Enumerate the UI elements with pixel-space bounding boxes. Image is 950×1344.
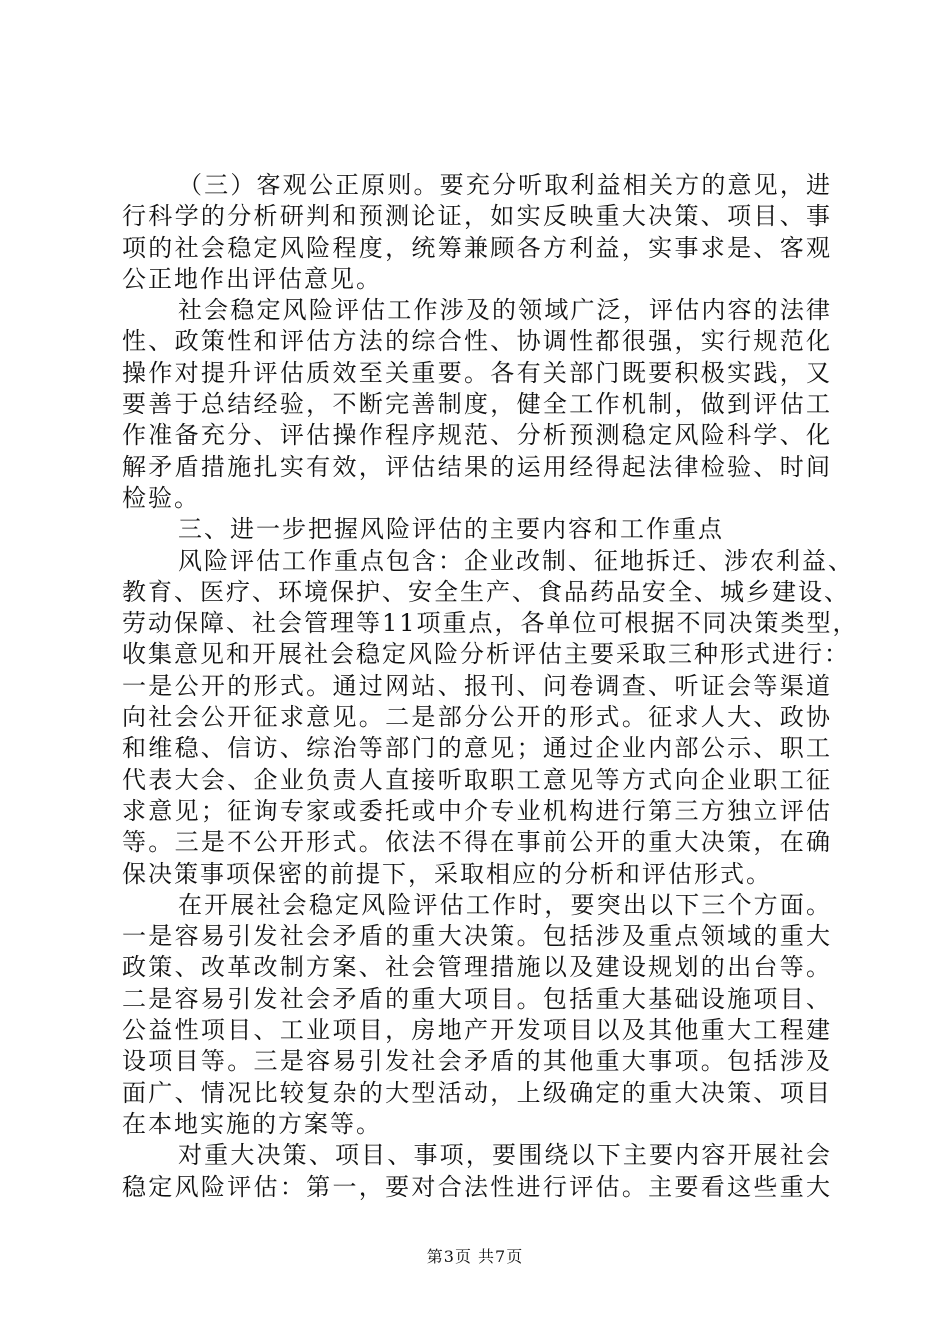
text-line: 对重大决策、项目、事项，要围绕以下主要内容开展社会 (178, 1141, 832, 1170)
text-line: 行科学的分析研判和预测论证，如实反映重大决策、项目、事 (122, 202, 832, 231)
text-line: 二是容易引发社会矛盾的重大项目。包括重大基础设施项目、 (122, 984, 832, 1013)
text-line: 教育、医疗、环境保护、安全生产、食品药品安全、城乡建设、 (122, 577, 850, 606)
text-line: 在本地实施的方案等。 (122, 1109, 382, 1138)
text-line: 收集意见和开展社会稳定风险分析评估主要采取三种形式进行： (122, 640, 850, 669)
paragraph (122, 1140, 832, 1203)
text-line: 求意见；征询专家或委托或中介专业机构进行第三方独立评估 (122, 796, 832, 825)
text-line: 性、政策性和评估方法的综合性、协调性都很强，实行规范化 (122, 327, 832, 356)
paragraph (122, 546, 859, 890)
text-line: 风险评估工作重点包含：企业改制、征地拆迁、涉农利益、 (178, 546, 854, 575)
text-line: （三）客观公正原则。要充分听取利益相关方的意见，进 (178, 171, 832, 199)
text-line: 公益性项目、工业项目，房地产开发项目以及其他重大工程建 (122, 1016, 832, 1045)
text-line: 等。三是不公开形式。依法不得在事前公开的重大决策，在确 (122, 828, 832, 857)
text-line: 操作对提升评估质效至关重要。各有关部门既要积极实践，又 (122, 358, 832, 387)
text-line: 面广、情况比较复杂的大型活动，上级确定的重大决策、项目 (122, 1078, 832, 1107)
text-line: 要善于总结经验，不断完善制度，健全工作机制，做到评估工 (122, 390, 832, 419)
text-line: 一是公开的形式。通过网站、报刊、问卷调查、听证会等渠道 (122, 671, 832, 700)
text-line: 劳动保障、社会管理等11项重点，各单位可根据不同决策类型， (122, 609, 859, 638)
text-line: 一是容易引发社会矛盾的重大决策。包括涉及重点领域的重大 (122, 922, 832, 951)
paragraph (122, 295, 832, 514)
text-line: 项的社会稳定风险程度，统筹兼顾各方利益，实事求是、客观 (122, 233, 832, 262)
text-line: 公正地作出评估意见。 (122, 264, 382, 293)
text-line: 保决策事项保密的前提下，采取相应的分析和评估形式。 (122, 859, 772, 888)
paragraph (122, 170, 832, 295)
text-line: 设项目等。三是容易引发社会矛盾的其他重大事项。包括涉及 (122, 1047, 832, 1076)
text-line: 社会稳定风险评估工作涉及的领域广泛，评估内容的法律 (178, 296, 832, 325)
paragraph (122, 890, 832, 1140)
document-body (122, 170, 859, 1203)
text-line: 向社会公开征求意见。二是部分公开的形式。征求人大、政协 (122, 703, 832, 732)
text-line: 在开展社会稳定风险评估工作时，要突出以下三个方面。 (178, 890, 832, 919)
page-number-footer: 第3页 共7页 (426, 1247, 524, 1266)
paragraph (122, 514, 832, 545)
text-line: 解矛盾措施扎实有效，评估结果的运用经得起法律检验、时间 (122, 452, 832, 481)
text-line: 三、进一步把握风险评估的主要内容和工作重点 (178, 515, 724, 544)
text-line: 政策、改革改制方案、社会管理措施以及建设规划的出台等。 (122, 953, 832, 982)
text-line: 稳定风险评估：第一，要对合法性进行评估。主要看这些重大 (122, 1172, 832, 1201)
text-line: 作准备充分、评估操作程序规范、分析预测稳定风险科学、化 (122, 421, 832, 450)
text-line: 检验。 (122, 483, 200, 512)
text-line: 和维稳、信访、综治等部门的意见；通过企业内部公示、职工 (122, 734, 832, 763)
text-line: 代表大会、企业负责人直接听取职工意见等方式向企业职工征 (122, 765, 832, 794)
